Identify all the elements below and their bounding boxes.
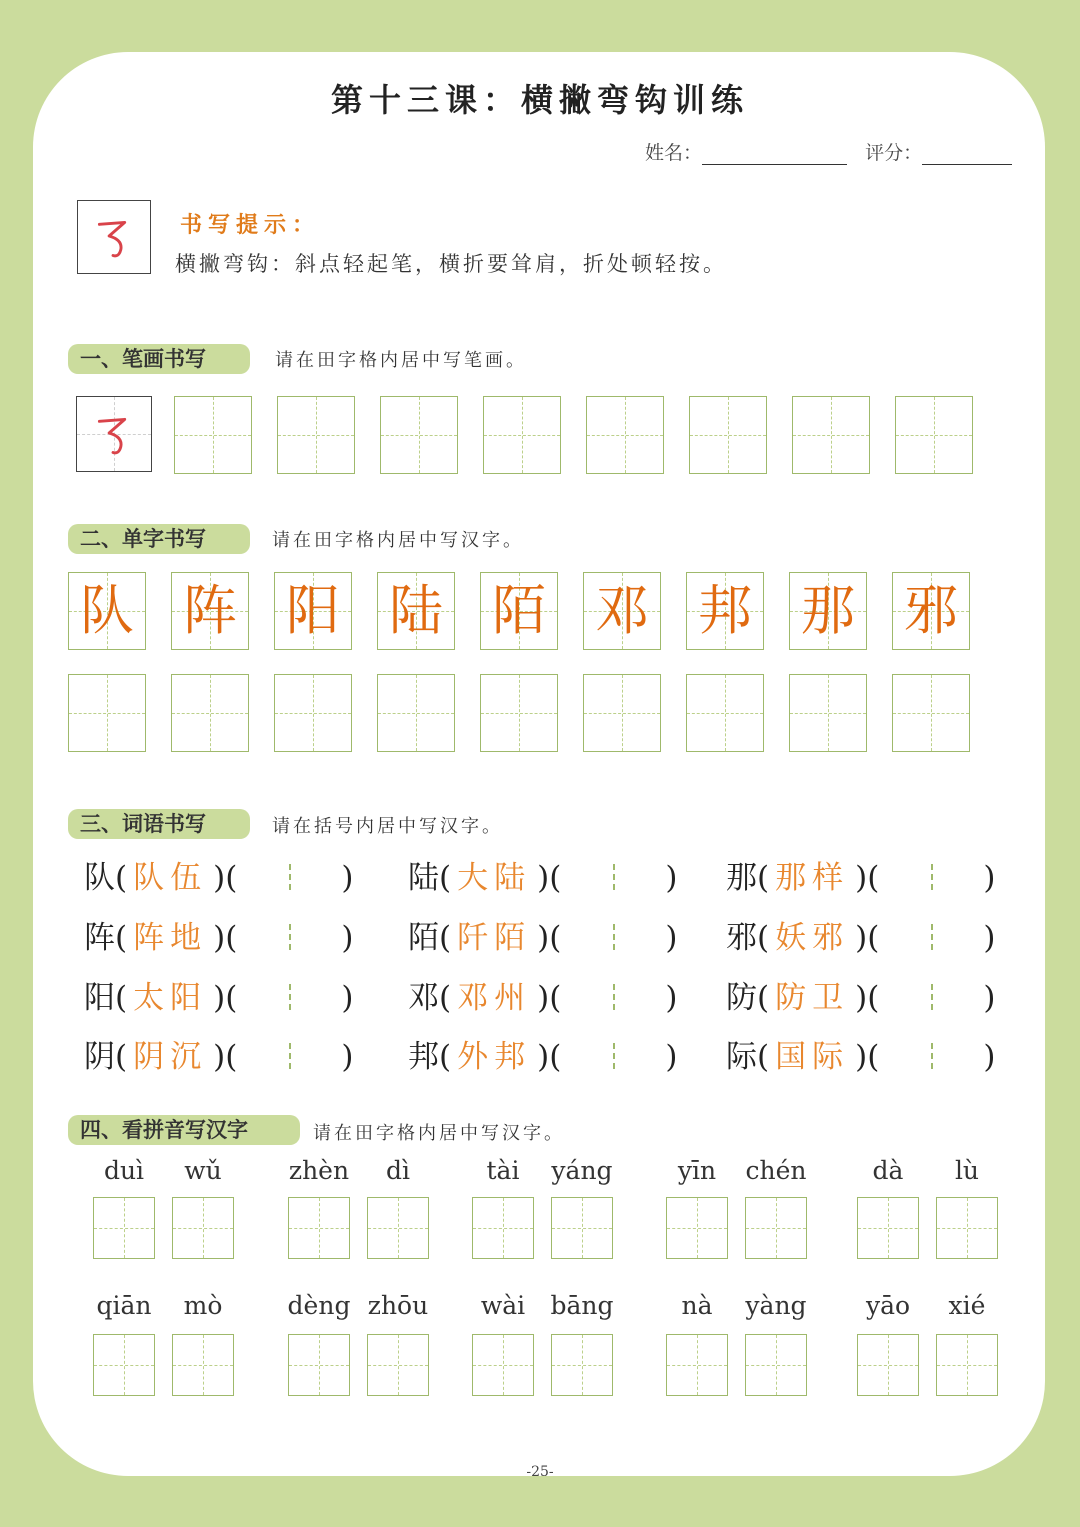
pinyin-label: lù xyxy=(954,1156,980,1185)
pinyin-answer-grid[interactable] xyxy=(472,1197,534,1259)
char-practice-grid[interactable] xyxy=(171,674,249,752)
word-answer-blank[interactable] xyxy=(879,920,983,948)
paren-pair: )( xyxy=(213,920,238,956)
center-guide xyxy=(289,984,291,1010)
head-char: 陆 xyxy=(408,860,439,896)
model-char-grid xyxy=(892,572,970,650)
pinyin-answer-grid[interactable] xyxy=(288,1197,350,1259)
stroke-practice-grid[interactable] xyxy=(895,396,973,474)
word-answer-blank[interactable] xyxy=(879,1039,983,1067)
stroke-practice-grid[interactable] xyxy=(792,396,870,474)
stroke-practice-grid[interactable] xyxy=(689,396,767,474)
pinyin-answer-grid[interactable] xyxy=(936,1334,998,1396)
word-entry xyxy=(84,972,353,1017)
pinyin-label: tài xyxy=(486,1156,520,1185)
close-paren: ) xyxy=(665,860,678,896)
pinyin-label: xié xyxy=(948,1291,986,1320)
model-char-grid xyxy=(686,572,764,650)
example-word: 外邦 xyxy=(457,1039,532,1075)
center-guide xyxy=(289,924,291,950)
word-answer-blank[interactable] xyxy=(237,920,341,948)
close-paren: ) xyxy=(665,1039,678,1075)
hengpiewangou-stroke-icon xyxy=(78,201,150,273)
model-char: 陌 xyxy=(492,579,546,642)
pinyin-answer-grid[interactable] xyxy=(172,1197,234,1259)
section3-heading: 三、词语书写 xyxy=(68,809,250,839)
word-answer-blank[interactable] xyxy=(561,860,665,888)
model-char-grid xyxy=(583,572,661,650)
tip-text: 横撇弯钩：斜点轻起笔，横折要耸肩，折处顿轻按。 xyxy=(175,252,727,276)
pinyin-label: zhōu xyxy=(367,1291,429,1320)
pinyin-label: yīn xyxy=(677,1156,717,1185)
pinyin-answer-grid[interactable] xyxy=(93,1197,155,1259)
head-char: 陌 xyxy=(408,920,439,956)
page-number: -25- xyxy=(526,1464,554,1480)
char-practice-grid[interactable] xyxy=(377,674,455,752)
example-word: 太阳 xyxy=(133,980,208,1016)
stroke-sample-box xyxy=(77,200,151,274)
example-word: 妖邪 xyxy=(775,920,850,956)
head-char: 邦 xyxy=(408,1039,439,1075)
word-entry xyxy=(84,912,353,957)
score-blank[interactable] xyxy=(922,144,1012,165)
model-char-grid xyxy=(171,572,249,650)
model-char: 那 xyxy=(801,579,855,642)
pinyin-answer-grid[interactable] xyxy=(745,1334,807,1396)
center-guide xyxy=(289,864,291,890)
paren-pair: )( xyxy=(855,860,880,896)
stroke-practice-grid[interactable] xyxy=(586,396,664,474)
model-char: 邦 xyxy=(698,579,752,642)
pinyin-label: dì xyxy=(386,1156,410,1185)
pinyin-answer-grid[interactable] xyxy=(857,1334,919,1396)
char-practice-grid[interactable] xyxy=(480,674,558,752)
word-answer-blank[interactable] xyxy=(237,1039,341,1067)
example-word: 阴沉 xyxy=(133,1039,208,1075)
open-paren: ( xyxy=(757,980,770,1016)
head-char: 防 xyxy=(726,980,757,1016)
close-paren: ) xyxy=(983,860,996,896)
name-score-bar xyxy=(645,138,1012,165)
word-answer-blank[interactable] xyxy=(237,860,341,888)
model-char: 陆 xyxy=(389,579,443,642)
word-entry xyxy=(726,972,995,1017)
pinyin-label: bāng xyxy=(550,1291,614,1320)
word-entry xyxy=(408,912,677,957)
word-entry xyxy=(408,1031,677,1076)
word-answer-blank[interactable] xyxy=(561,980,665,1008)
pinyin-answer-grid[interactable] xyxy=(472,1334,534,1396)
pinyin-label: yàng xyxy=(745,1291,807,1320)
model-char-grid xyxy=(480,572,558,650)
paren-pair: )( xyxy=(213,1039,238,1075)
pinyin-label: dà xyxy=(872,1156,904,1185)
model-char: 队 xyxy=(80,579,134,642)
word-answer-blank[interactable] xyxy=(561,920,665,948)
open-paren: ( xyxy=(757,860,770,896)
word-entry xyxy=(84,852,353,897)
head-char: 邪 xyxy=(726,920,757,956)
model-char-grid xyxy=(68,572,146,650)
example-word: 大陆 xyxy=(457,860,532,896)
section1-desc: 请在田字格内居中写笔画。 xyxy=(275,350,527,371)
pinyin-answer-grid[interactable] xyxy=(367,1197,429,1259)
word-entry xyxy=(726,852,995,897)
pinyin-label: wǔ xyxy=(184,1156,222,1185)
example-word: 国际 xyxy=(775,1039,850,1075)
section2-desc: 请在田字格内居中写汉字。 xyxy=(272,530,524,551)
word-answer-blank[interactable] xyxy=(237,980,341,1008)
name-blank[interactable] xyxy=(702,144,847,165)
pinyin-answer-grid[interactable] xyxy=(172,1334,234,1396)
close-paren: ) xyxy=(983,1039,996,1075)
page-title: 第十三课：横撇弯钩训练 xyxy=(330,81,749,119)
word-answer-blank[interactable] xyxy=(879,980,983,1008)
model-char: 邪 xyxy=(904,579,958,642)
stroke-practice-grid[interactable] xyxy=(174,396,252,474)
pinyin-answer-grid[interactable] xyxy=(745,1197,807,1259)
close-paren: ) xyxy=(341,860,354,896)
char-practice-grid[interactable] xyxy=(789,674,867,752)
example-word: 队伍 xyxy=(133,860,208,896)
stroke-practice-grid[interactable] xyxy=(483,396,561,474)
paren-pair: )( xyxy=(213,980,238,1016)
pinyin-label: dèng xyxy=(287,1291,351,1320)
pinyin-label: wài xyxy=(480,1291,526,1320)
paren-pair: )( xyxy=(855,980,880,1016)
pinyin-label: mò xyxy=(183,1291,223,1320)
open-paren: ( xyxy=(115,920,128,956)
head-char: 际 xyxy=(726,1039,757,1075)
section4-heading: 四、看拼音写汉字 xyxy=(68,1115,300,1145)
char-practice-grid[interactable] xyxy=(686,674,764,752)
pinyin-label: yáng xyxy=(551,1156,613,1185)
model-char: 阵 xyxy=(183,579,237,642)
center-guide xyxy=(931,864,933,890)
stroke-practice-grid[interactable] xyxy=(277,396,355,474)
word-answer-blank[interactable] xyxy=(879,860,983,888)
open-paren: ( xyxy=(439,860,452,896)
example-word: 阡陌 xyxy=(457,920,532,956)
open-paren: ( xyxy=(757,1039,770,1075)
stroke-practice-grid[interactable] xyxy=(380,396,458,474)
paren-pair: )( xyxy=(537,980,562,1016)
close-paren: ) xyxy=(341,1039,354,1075)
pinyin-label: zhèn xyxy=(288,1156,350,1185)
head-char: 阳 xyxy=(84,980,115,1016)
head-char: 那 xyxy=(726,860,757,896)
model-char-grid xyxy=(789,572,867,650)
open-paren: ( xyxy=(115,1039,128,1075)
char-practice-grid[interactable] xyxy=(68,674,146,752)
pinyin-answer-grid[interactable] xyxy=(666,1334,728,1396)
head-char: 邓 xyxy=(408,980,439,1016)
word-entry xyxy=(726,1031,995,1076)
example-word: 邓州 xyxy=(457,980,532,1016)
pinyin-label: yāo xyxy=(865,1291,911,1320)
close-paren: ) xyxy=(665,920,678,956)
center-guide xyxy=(613,924,615,950)
section1-heading: 一、笔画书写 xyxy=(68,344,250,374)
paren-pair: )( xyxy=(537,920,562,956)
open-paren: ( xyxy=(439,1039,452,1075)
pinyin-answer-grid[interactable] xyxy=(936,1197,998,1259)
model-char-grid xyxy=(274,572,352,650)
example-word: 防卫 xyxy=(775,980,850,1016)
open-paren: ( xyxy=(439,980,452,1016)
center-guide xyxy=(289,1043,291,1069)
head-char: 阴 xyxy=(84,1039,115,1075)
pinyin-label: duì xyxy=(103,1156,145,1185)
word-entry xyxy=(408,852,677,897)
pinyin-answer-grid[interactable] xyxy=(551,1197,613,1259)
word-entry xyxy=(84,1031,353,1076)
stroke-sample-grid xyxy=(76,396,152,472)
example-word: 阵地 xyxy=(133,920,208,956)
pinyin-answer-grid[interactable] xyxy=(367,1334,429,1396)
score-label: 评分： xyxy=(865,142,923,164)
char-practice-grid[interactable] xyxy=(583,674,661,752)
center-guide xyxy=(613,864,615,890)
center-guide xyxy=(613,1043,615,1069)
open-paren: ( xyxy=(757,920,770,956)
paren-pair: )( xyxy=(537,1039,562,1075)
paren-pair: )( xyxy=(855,920,880,956)
char-practice-grid[interactable] xyxy=(274,674,352,752)
pinyin-answer-grid[interactable] xyxy=(288,1334,350,1396)
word-entry xyxy=(726,912,995,957)
close-paren: ) xyxy=(665,980,678,1016)
hengpiewangou-stroke-icon xyxy=(77,397,151,471)
tip-heading: 书写提示： xyxy=(180,213,321,238)
section3-desc: 请在括号内居中写汉字。 xyxy=(272,816,503,837)
close-paren: ) xyxy=(983,980,996,1016)
open-paren: ( xyxy=(115,980,128,1016)
pinyin-answer-grid[interactable] xyxy=(551,1334,613,1396)
head-char: 队 xyxy=(84,860,115,896)
char-practice-grid[interactable] xyxy=(892,674,970,752)
pinyin-answer-grid[interactable] xyxy=(93,1334,155,1396)
pinyin-answer-grid[interactable] xyxy=(666,1197,728,1259)
name-label: 姓名： xyxy=(645,142,703,164)
pinyin-label: qiān xyxy=(96,1291,152,1320)
center-guide xyxy=(613,984,615,1010)
paren-pair: )( xyxy=(855,1039,880,1075)
center-guide xyxy=(931,924,933,950)
close-paren: ) xyxy=(983,920,996,956)
open-paren: ( xyxy=(439,920,452,956)
example-word: 那样 xyxy=(775,860,850,896)
word-entry xyxy=(408,972,677,1017)
model-char: 阳 xyxy=(286,579,340,642)
paren-pair: )( xyxy=(537,860,562,896)
model-char: 邓 xyxy=(595,579,649,642)
head-char: 阵 xyxy=(84,920,115,956)
close-paren: ) xyxy=(341,920,354,956)
close-paren: ) xyxy=(341,980,354,1016)
section2-heading: 二、单字书写 xyxy=(68,524,250,554)
pinyin-label: chén xyxy=(745,1156,807,1185)
word-answer-blank[interactable] xyxy=(561,1039,665,1067)
open-paren: ( xyxy=(115,860,128,896)
pinyin-answer-grid[interactable] xyxy=(857,1197,919,1259)
paren-pair: )( xyxy=(213,860,238,896)
center-guide xyxy=(931,1043,933,1069)
center-guide xyxy=(931,984,933,1010)
pinyin-label: nà xyxy=(681,1291,713,1320)
section4-desc: 请在田字格内居中写汉字。 xyxy=(313,1123,565,1144)
model-char-grid xyxy=(377,572,455,650)
